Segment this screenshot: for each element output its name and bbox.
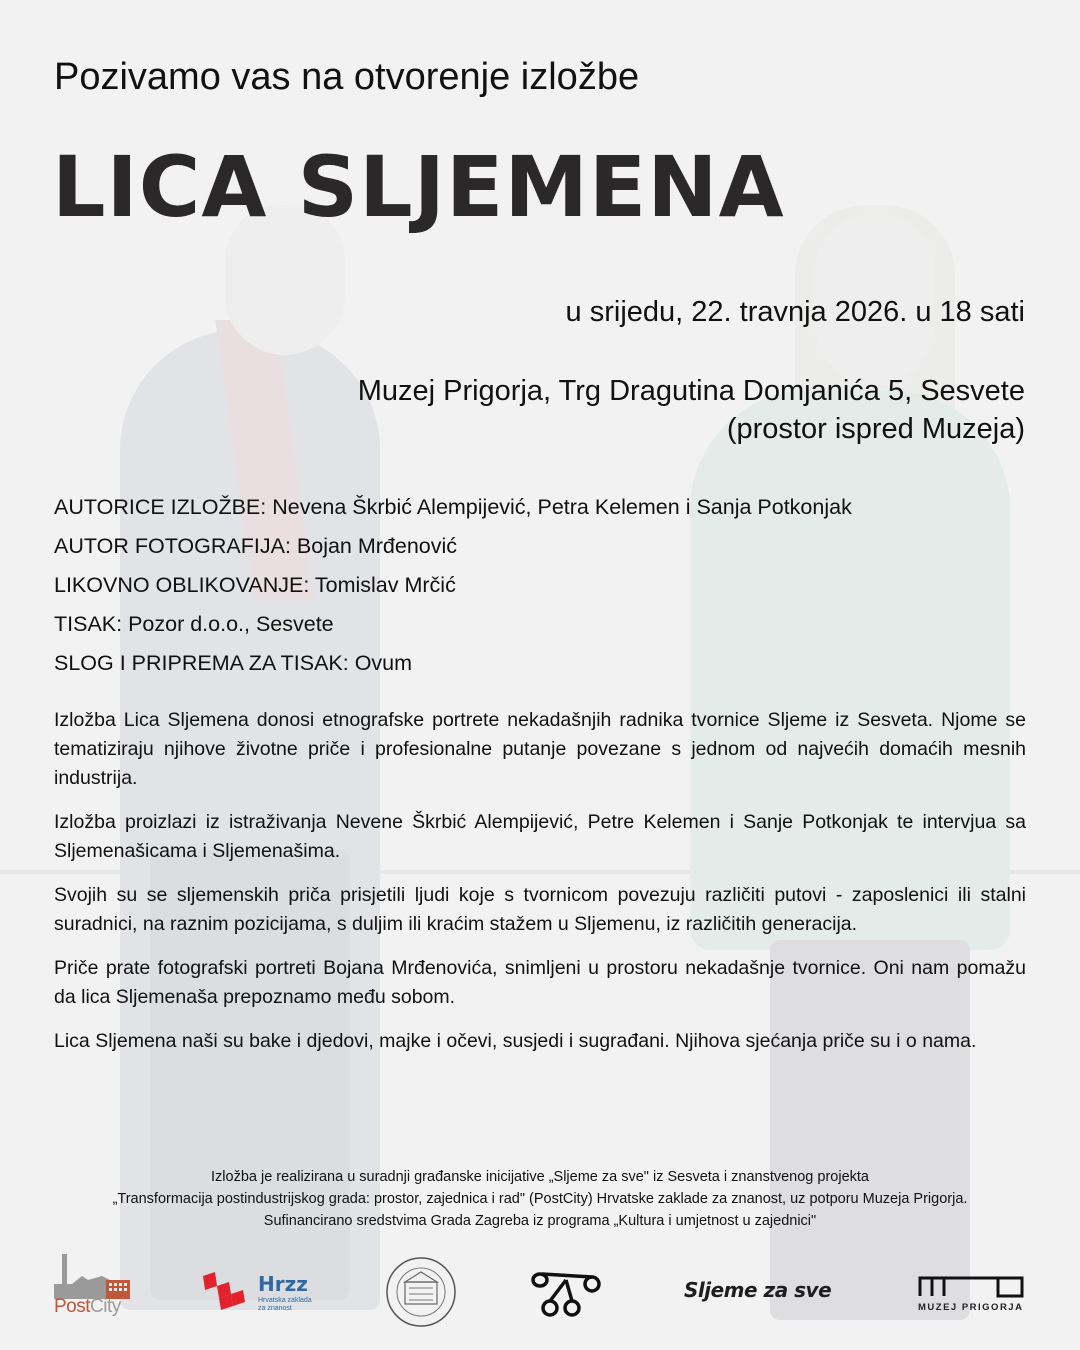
- description-paragraph: Izložba Lica Sljemena donosi etnografske portrete nekadašnjih radnika tvornice Sljeme iz Sesveta. Njome se tematiziraju njihove životne priče i profesionalne putanje povezane s jednom od najvećih domaćih mesnih industrija.: [54, 709, 1026, 789]
- hrzz-logo: [203, 1272, 313, 1316]
- credit-authors: AUTORICE IZLOŽBE: Nevena Škrbić Alempijević, Petra Kelemen i Sanja Potkonjak: [54, 495, 852, 519]
- funding-line: „Transformacija postindustrijskog grada: prostor, zajednica i rad" (PostCity) Hrvatske zaklade za znanost, uz potporu Muzeja Prigorja.: [112, 1191, 968, 1207]
- credit-photography: AUTOR FOTOGRAFIJA: Bojan Mrđenović: [54, 534, 458, 558]
- invitation-intro: Pozivamo vas na otvorenje izložbe: [54, 56, 640, 98]
- credit-prepress: SLOG I PRIPREMA ZA TISAK: Ovum: [54, 651, 413, 675]
- exhibition-title: LICA SLJEMENA: [52, 138, 785, 236]
- hrzz-wordmark: Hrzz: [258, 1272, 308, 1296]
- credit-design: LIKOVNO OBLIKOVANJE: Tomislav Mrčić: [54, 573, 456, 597]
- event-date-time: u srijedu, 22. travnja 2026. u 18 sati: [565, 296, 1025, 328]
- event-venue: [358, 372, 1025, 448]
- muzej-prigorja-wordmark: MUZEJ PRIGORJA: [918, 1302, 1024, 1313]
- exhibition-description: [54, 706, 1026, 1071]
- akm-icon: [530, 1270, 604, 1318]
- credit-print: TISAK: Pozor d.o.o., Sesvete: [54, 612, 334, 636]
- credits-list: [54, 488, 852, 683]
- description-paragraph: Izložba proizlazi iz istraživanja Nevene Škrbić Alempijević, Petre Kelemen i Sanje Potkonjak te intervjua sa Sljemenašicama i Sljemenašima.: [54, 811, 1026, 862]
- postcity-logo: [52, 1254, 132, 1322]
- description-paragraph: Priče prate fotografski portreti Bojana Mrđenovića, snimljeni u prostoru nekadašnje tvornice. Oni nam pomažu da lica Sljemenaša prepoznamo među sobom.: [54, 957, 1026, 1008]
- venue-note: (prostor ispred Muzeja): [726, 413, 1025, 445]
- university-seal-logo: [385, 1256, 457, 1328]
- muzej-prigorja-logo: [918, 1276, 1024, 1316]
- description-paragraph: Svojih su se sljemenskih priča prisjetili ljudi koje s tvornicom povezuju različiti putovi - zaposlenici ili stalni suradnici, na raznim pozicijama, s duljim ili kraćim stažem u Sljemenu, iz različitih generacija.: [54, 884, 1026, 935]
- muzej-prigorja-mark-icon: [918, 1276, 1024, 1298]
- funding-line: Izložba je realizirana u suradnji građanske inicijative „Sljeme za sve" iz Sesveta i znanstvenog projekta: [211, 1169, 869, 1185]
- sljeme-za-sve-logo: Sljeme za sve: [684, 1278, 832, 1302]
- funding-note: [0, 1166, 1080, 1232]
- akm-logo: [530, 1270, 604, 1318]
- funding-line: Sufinancirano sredstvima Grada Zagreba iz programa „Kultura i umjetnost u zajednici": [263, 1213, 817, 1229]
- hrzz-subtitle: Hrvatska zaklada za znanost: [258, 1297, 312, 1312]
- factory-icon: [52, 1254, 132, 1299]
- venue-address: Muzej Prigorja, Trg Dragutina Domjanića 5, Sesvete: [357, 375, 1025, 407]
- description-paragraph: Lica Sljemena naši su bake i djedovi, majke i očevi, susjedi i sugrađani. Njihova sjećanja priče su i o nama.: [54, 1030, 977, 1052]
- hrzz-checker-icon: [203, 1272, 253, 1312]
- partner-logos: [0, 1250, 1080, 1330]
- university-seal-icon: [385, 1256, 457, 1328]
- postcity-wordmark: PostCity: [54, 1296, 121, 1317]
